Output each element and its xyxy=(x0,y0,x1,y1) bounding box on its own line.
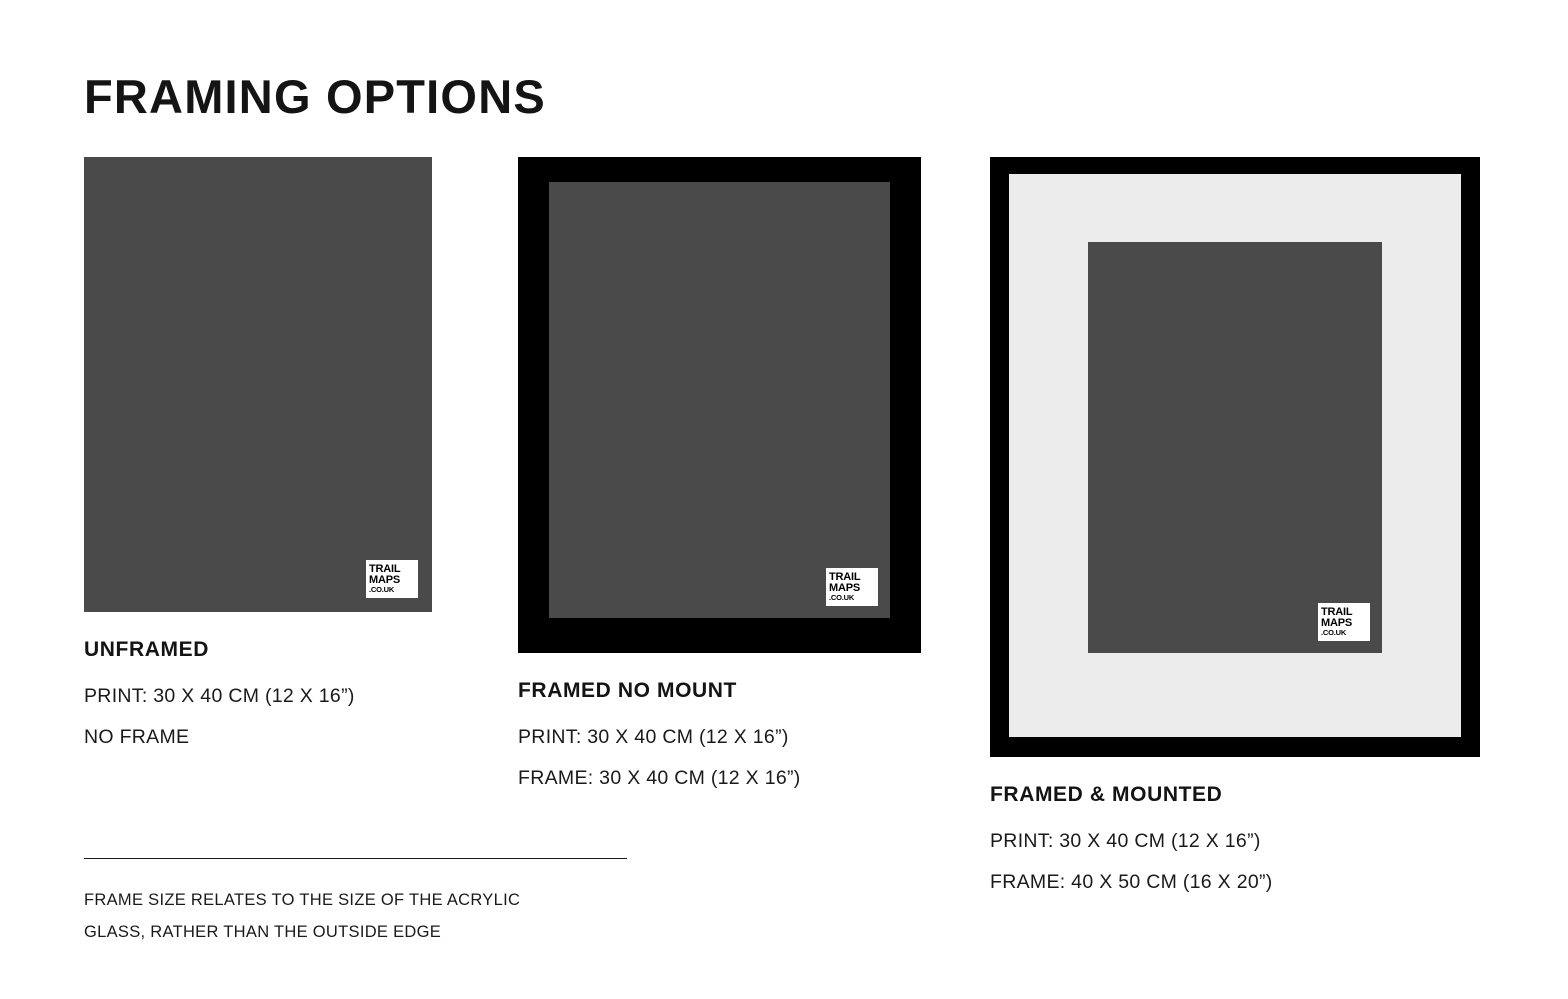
option-detail-frame-framed-no-mount: FRAME: 30 X 40 CM (12 X 16”) xyxy=(518,767,801,789)
logo-line-3: .CO.UK xyxy=(829,593,855,603)
trailmaps-logo-watermark xyxy=(1318,603,1370,641)
logo-line-1: TRAIL xyxy=(369,562,401,575)
logo-line-1: TRAIL xyxy=(829,570,861,583)
option-title-framed-and-mounted: FRAMED & MOUNTED xyxy=(990,783,1223,806)
option-detail-frame-unframed: NO FRAME xyxy=(84,726,190,748)
logo-line-2: MAPS xyxy=(1321,617,1352,630)
footnote-divider xyxy=(84,858,627,859)
option-framed-no-mount xyxy=(518,157,921,790)
logo-line-1: TRAIL xyxy=(1321,605,1353,618)
option-unframed xyxy=(84,157,432,749)
print-artwork-framed-mounted xyxy=(1088,242,1382,653)
picture-frame-no-mount xyxy=(518,157,921,653)
logo-line-3: .CO.UK xyxy=(1321,628,1347,638)
logo-line-3: .CO.UK xyxy=(369,585,395,595)
print-artwork-unframed xyxy=(84,157,432,612)
page-title: FRAMING OPTIONS xyxy=(84,70,546,124)
logo-line-2: MAPS xyxy=(369,574,400,587)
picture-frame-mounted xyxy=(990,157,1480,757)
option-detail-print-framed-and-mounted: PRINT: 30 X 40 CM (12 X 16”) xyxy=(990,830,1261,852)
option-detail-print-unframed: PRINT: 30 X 40 CM (12 X 16”) xyxy=(84,685,355,707)
mount-board xyxy=(1009,174,1461,737)
option-title-framed-no-mount: FRAMED NO MOUNT xyxy=(518,679,737,702)
print-artwork-framed-no-mount xyxy=(549,182,890,618)
footnote-line-1: FRAME SIZE RELATES TO THE SIZE OF THE ACRYLIC xyxy=(84,891,521,909)
option-detail-print-framed-no-mount: PRINT: 30 X 40 CM (12 X 16”) xyxy=(518,726,789,748)
logo-line-2: MAPS xyxy=(829,582,860,595)
option-framed-and-mounted xyxy=(990,157,1480,894)
option-detail-frame-framed-and-mounted: FRAME: 40 X 50 CM (16 X 20”) xyxy=(990,871,1273,893)
trailmaps-logo-watermark xyxy=(366,560,418,598)
footnote-line-2: GLASS, RATHER THAN THE OUTSIDE EDGE xyxy=(84,923,442,942)
option-title-unframed: UNFRAMED xyxy=(84,638,209,661)
footnote-text xyxy=(84,884,644,948)
trailmaps-logo-watermark xyxy=(826,568,878,606)
